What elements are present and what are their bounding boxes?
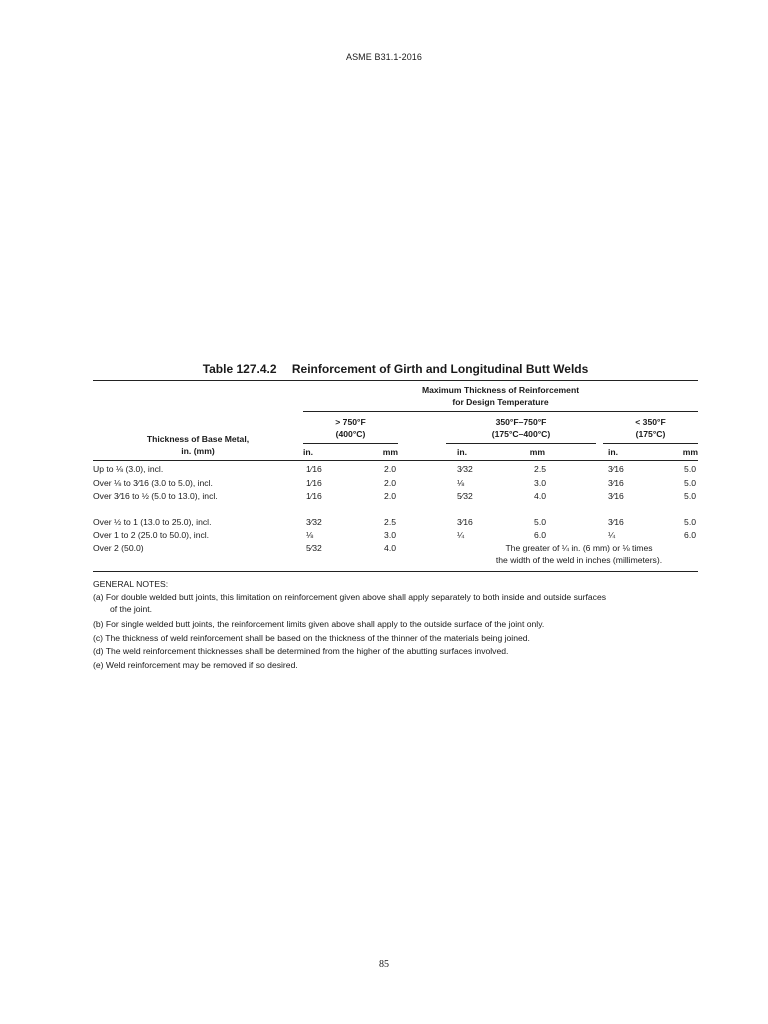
col1-header-rule [303, 443, 398, 444]
row-label: Over 2 (50.0) [93, 543, 144, 553]
group-header [303, 384, 698, 408]
cell-col1-in: 1⁄16 [306, 478, 322, 488]
cell-col3-mm: 5.0 [684, 464, 696, 474]
col3-header-rule [603, 443, 698, 444]
cell-col2-mm: 2.5 [534, 464, 546, 474]
cell-col3-mm: 5.0 [684, 517, 696, 527]
cell-col1-in: ⅛ [306, 530, 314, 540]
cell-col3-mm: 6.0 [684, 530, 696, 540]
cell-col3-in: 3⁄16 [608, 491, 624, 501]
table-title-text: Reinforcement of Girth and Longitudinal Butt Welds [291, 362, 589, 376]
group-header-line2: for Design Temperature [452, 397, 549, 407]
base-metal-header-line1: Thickness of Base Metal, [146, 434, 250, 444]
cell-col1-mm: 2.0 [384, 464, 396, 474]
col2-header [446, 416, 596, 440]
running-header: ASME B31.1-2016 [345, 52, 423, 62]
span-note-line1: The greater of ¼ in. (6 mm) or ⅛ times [505, 543, 653, 553]
unit-in-col1: in. [303, 447, 314, 457]
table-title [93, 362, 698, 376]
cell-col2-in: ¼ [457, 530, 465, 540]
col2-header-line1: 350°F–750°F [495, 417, 547, 427]
col2-header-line2: (175°C–400°C) [491, 429, 551, 439]
cell-col1-mm: 3.0 [384, 530, 396, 540]
col3-header-line2: (175°C) [635, 429, 666, 439]
units-rule [93, 460, 698, 461]
col3-header [603, 416, 698, 440]
note-a-line1: (a) For double welded butt joints, this limitation on reinforcement given above shall apply separately to both inside and outside surfaces [93, 592, 607, 602]
group-header-line1: Maximum Thickness of Reinforcement [421, 385, 580, 395]
page-number: 85 [379, 959, 389, 970]
row-label: Over ⅛ to 3⁄16 (3.0 to 5.0), incl. [93, 478, 213, 488]
cell-col2-mm: 4.0 [534, 491, 546, 501]
note-a [93, 591, 698, 615]
row-label: Up to ⅛ (3.0), incl. [93, 464, 164, 474]
cell-col1-mm: 2.5 [384, 517, 396, 527]
span-note-line2: the width of the weld in inches (millimeters). [495, 555, 663, 565]
cell-col3-in: 3⁄16 [608, 517, 624, 527]
col1-header-line1: > 750°F [335, 417, 366, 427]
cell-col3-in: 3⁄16 [608, 478, 624, 488]
col1-header [303, 416, 398, 440]
col1-header-line2: (400°C) [335, 429, 366, 439]
table-bottom-rule [93, 571, 698, 572]
cell-col1-in: 1⁄16 [306, 491, 322, 501]
cell-col1-in: 3⁄32 [306, 517, 322, 527]
cell-col3-in: ¼ [608, 530, 616, 540]
cell-col1-mm: 4.0 [384, 543, 396, 553]
unit-in-col2: in. [457, 447, 468, 457]
row-label: Over ½ to 1 (13.0 to 25.0), incl. [93, 517, 212, 527]
col2-header-rule [446, 443, 596, 444]
unit-mm-col3: mm [682, 447, 698, 457]
row-label: Over 1 to 2 (25.0 to 50.0), incl. [93, 530, 210, 540]
cell-col1-mm: 2.0 [384, 491, 396, 501]
cell-col2-in: 3⁄32 [457, 464, 473, 474]
table-top-rule [93, 380, 698, 381]
col3-header-line1: < 350°F [635, 417, 666, 427]
cell-col2-in: ⅛ [457, 478, 465, 488]
cell-col3-mm: 5.0 [684, 478, 696, 488]
note-a-line2: of the joint. [110, 604, 153, 614]
base-metal-header [93, 433, 303, 457]
general-notes-heading: GENERAL NOTES: [93, 579, 169, 589]
note-e: (e) Weld reinforcement may be removed if so desired. [93, 660, 298, 670]
span-note [446, 542, 712, 566]
note-b: (b) For single welded butt joints, the reinforcement limits given above shall apply to the outside surface of the joint only. [93, 619, 545, 629]
cell-col3-in: 3⁄16 [608, 464, 624, 474]
cell-col2-mm: 6.0 [534, 530, 546, 540]
unit-mm-col1: mm [382, 447, 398, 457]
cell-col2-in: 3⁄16 [457, 517, 473, 527]
cell-col2-mm: 5.0 [534, 517, 546, 527]
note-d: (d) The weld reinforcement thicknesses shall be determined from the higher of the abutting surfaces involved. [93, 646, 509, 656]
group-header-rule [303, 411, 698, 412]
cell-col2-mm: 3.0 [534, 478, 546, 488]
cell-col2-in: 5⁄32 [457, 491, 473, 501]
cell-col3-mm: 5.0 [684, 491, 696, 501]
row-label: Over 3⁄16 to ½ (5.0 to 13.0), incl. [93, 491, 218, 501]
cell-col1-mm: 2.0 [384, 478, 396, 488]
table-number: Table 127.4.2 [202, 362, 277, 376]
cell-col1-in: 1⁄16 [306, 464, 322, 474]
base-metal-header-line2: in. (mm) [181, 446, 215, 456]
note-c: (c) The thickness of weld reinforcement shall be based on the thickness of the thinner of the materials being joined. [93, 633, 530, 643]
unit-mm-col2: mm [529, 447, 545, 457]
unit-in-col3: in. [608, 447, 619, 457]
cell-col1-in: 5⁄32 [306, 543, 322, 553]
